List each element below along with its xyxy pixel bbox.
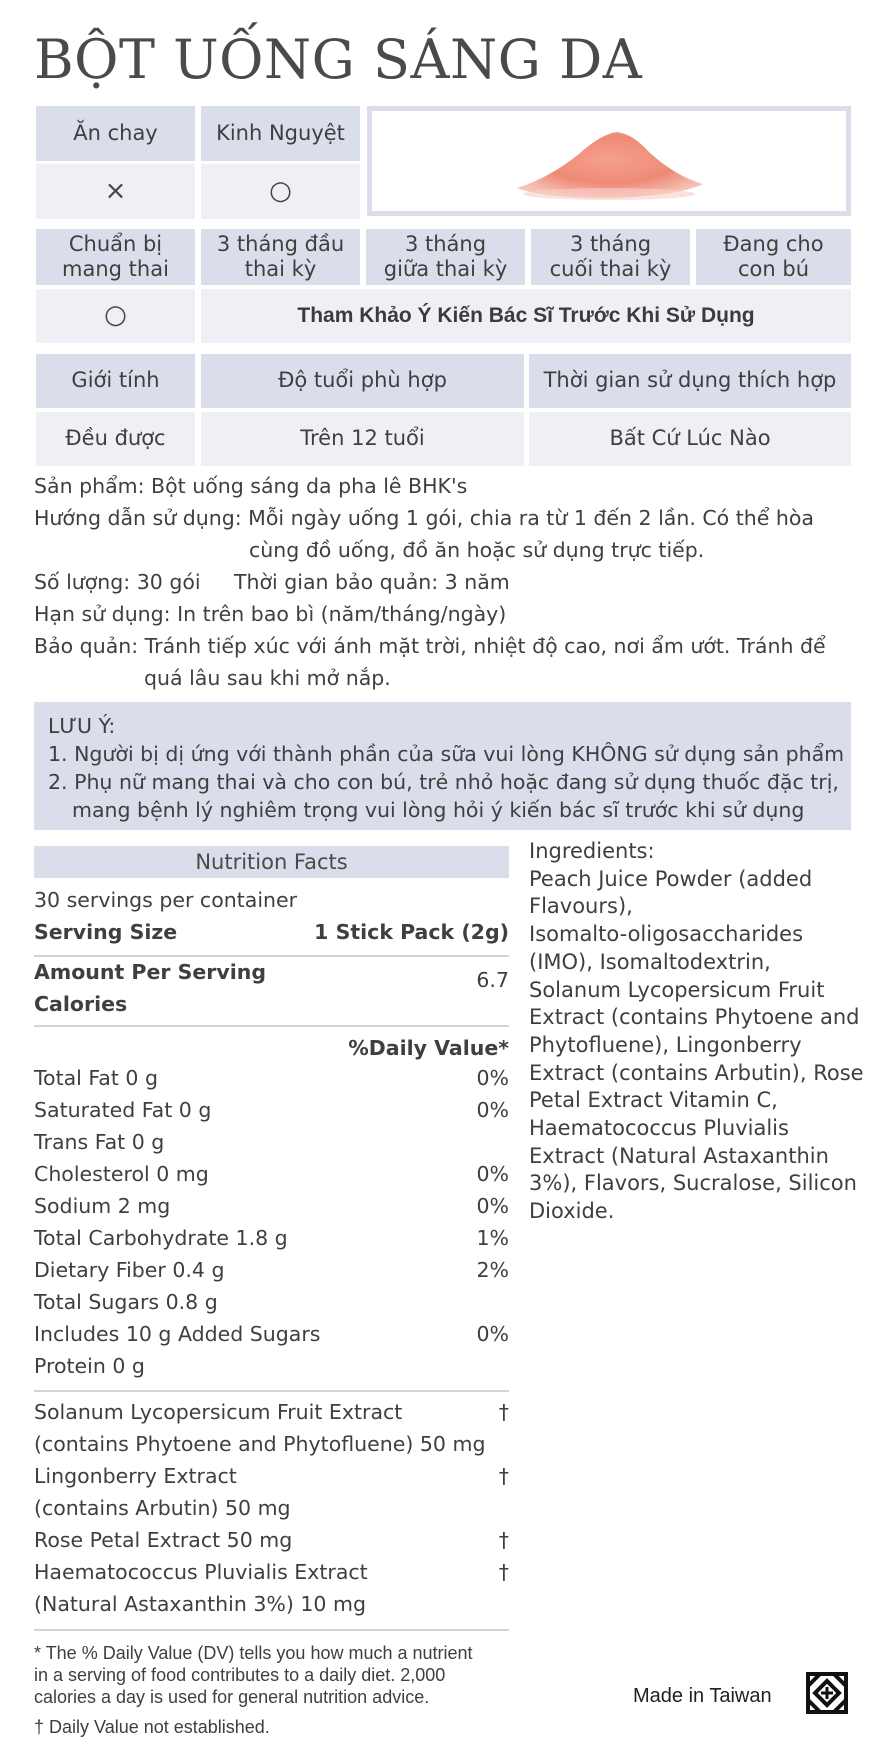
extract-row-cont: (contains Arbutin) 50 mg	[34, 1496, 291, 1520]
ingredients-line: 3%), Flavors, Sucralose, Silicon	[529, 1171, 857, 1196]
serving-size-row	[34, 920, 509, 944]
expiry: Hạn sử dụng: In trên bao bì (năm/tháng/ngày)	[34, 602, 507, 626]
consult-doctor-note: Tham Khảo Ý Kiến Bác Sĩ Trước Khi Sử Dụng	[201, 289, 851, 343]
extract-row: Solanum Lycopersicum Fruit Extract †	[34, 1400, 509, 1424]
daily-value-header: %Daily Value*	[348, 1036, 509, 1060]
ingredients-line: (IMO), Isomaltodextrin,	[529, 949, 771, 974]
extract-row-cont: (Natural Astaxanthin 3%) 10 mg	[34, 1592, 366, 1616]
third-trimester-header: 3 tháng cuối thai kỳ	[531, 229, 690, 285]
ingredients-line: Solanum Lycopersicum Fruit	[529, 977, 825, 1002]
ingredients-list	[529, 838, 864, 1226]
calories-row	[34, 992, 509, 1016]
nutrient-row: Total Carbohydrate 1.8 g 1%	[34, 1226, 509, 1250]
shelf-life: Thời gian bảo quản: 3 năm	[234, 570, 510, 594]
ingredients-line: Phytofluene), Lingonberry	[529, 1032, 802, 1057]
page-title: BỘT UỐNG SÁNG DA	[34, 28, 643, 91]
quantity: Số lượng: 30 gói	[34, 570, 201, 594]
nutrient-row: Total Sugars 0.8 g	[34, 1290, 218, 1314]
extract-row: Rose Petal Extract 50 mg †	[34, 1528, 509, 1552]
usage-instructions-cont: cùng đồ uống, đồ ăn hoặc sử dụng trực tiếp.	[249, 538, 705, 562]
nutrient-row: Trans Fat 0 g	[34, 1130, 165, 1154]
ingredients-line: Extract (Natural Astaxanthin	[529, 1143, 829, 1168]
nutrient-row: Protein 0 g	[34, 1354, 145, 1378]
servings-per-container: 30 servings per container	[34, 888, 298, 912]
first-trimester-header: 3 tháng đầu thai kỳ	[201, 229, 360, 285]
second-trimester-header: 3 tháng giữa thai kỳ	[366, 229, 525, 285]
ingredients-line: Flavours),	[529, 894, 633, 919]
ingredients-line: Extract (contains Arbutin), Rose	[529, 1060, 864, 1085]
extract-row: Lingonberry Extract †	[34, 1464, 509, 1488]
dagger-mark: †	[498, 1400, 509, 1424]
serving-size-label: Serving Size	[34, 920, 178, 944]
serving-size-value: 1 Stick Pack (2g)	[314, 920, 509, 944]
nutrient-row: Includes 10 g Added Sugars 0%	[34, 1322, 509, 1346]
powder-pile-image	[509, 118, 709, 204]
usage-instructions: Hướng dẫn sử dụng: Mỗi ngày uống 1 gói, chia ra từ 1 đến 2 lần. Có thể hòa	[34, 506, 814, 530]
note-2: 2. Phụ nữ mang thai và cho con bú, trẻ nhỏ hoặc đang sử dụng thuốc đặc trị,	[48, 770, 839, 794]
storage-cont: quá lâu sau khi mở nắp.	[144, 666, 391, 690]
recycle-logo-icon	[806, 1672, 848, 1714]
ingredients-line: Haematococcus Pluvialis	[529, 1116, 789, 1141]
divider	[34, 1629, 509, 1631]
pregnancy-prep-value: ○	[36, 289, 195, 343]
extract-row-cont: (contains Phytoene and Phytofluene) 50 mg	[34, 1432, 486, 1456]
age-label: Độ tuổi phù hợp	[201, 354, 524, 408]
nutrient-row: Total Fat 0 g 0%	[34, 1066, 509, 1090]
amount-per-serving-label: Amount Per Serving	[34, 960, 267, 984]
nutrition-facts-header: Nutrition Facts	[34, 846, 509, 878]
period-label: Kinh Nguyệt	[201, 106, 360, 161]
dagger-mark: †	[498, 1464, 509, 1488]
dagger-mark: †	[498, 1528, 509, 1552]
ingredients-heading: Ingredients:	[529, 839, 655, 863]
calories-label: Calories	[34, 992, 128, 1016]
nutrient-row: Saturated Fat 0 g 0%	[34, 1098, 509, 1122]
pregnancy-prep-header: Chuẩn bị mang thai	[36, 229, 195, 285]
dagger-mark: †	[498, 1560, 509, 1584]
dagger-footnote: † Daily Value not established.	[34, 1717, 270, 1737]
ingredients-line: Petal Extract Vitamin C,	[529, 1088, 778, 1113]
warning-notes	[34, 702, 851, 830]
ingredients-line: Dioxide.	[529, 1199, 615, 1224]
daily-value-footnote: * The % Daily Value (DV) tells you how much a nutrient in a serving of food contributes to a daily diet. 2,000 calories a day is used for general nutrition advice.	[34, 1643, 473, 1707]
made-in-taiwan: Made in Taiwan	[633, 1685, 772, 1707]
gender-label: Giới tính	[36, 354, 195, 408]
product-image	[367, 106, 851, 216]
breastfeeding-header: Đang cho con bú	[696, 229, 851, 285]
calories-value: 6.7	[476, 968, 509, 992]
notes-heading: LƯU Ý:	[48, 714, 116, 738]
divider	[34, 955, 509, 957]
nutrient-row: Dietary Fiber 0.4 g 2%	[34, 1258, 509, 1282]
product-name: Sản phẩm: Bột uống sáng da pha lê BHK's	[34, 474, 468, 498]
usage-time-value: Bất Cứ Lúc Nào	[529, 412, 851, 466]
period-value: ○	[201, 164, 360, 219]
calories-value-row	[34, 968, 509, 992]
gender-value: Đều được	[36, 412, 195, 466]
vegetarian-value: ×	[36, 164, 195, 219]
ingredients-line: Isomalto-oligosaccharides	[529, 922, 804, 947]
extract-row: Haematococcus Pluvialis Extract †	[34, 1560, 509, 1584]
note-1: 1. Người bị dị ứng với thành phần của sữa vui lòng KHÔNG sử dụng sản phẩm	[48, 742, 845, 766]
ingredients-line: Extract (contains Phytoene and	[529, 1005, 860, 1030]
nutrient-row: Sodium 2 mg 0%	[34, 1194, 509, 1218]
age-value: Trên 12 tuổi	[201, 412, 524, 466]
vegetarian-label: Ăn chay	[36, 106, 195, 161]
divider	[34, 1390, 509, 1392]
ingredients-line: Peach Juice Powder (added	[529, 866, 813, 891]
note-2-cont: mang bệnh lý nghiêm trọng vui lòng hỏi ý kiến bác sĩ trước khi sử dụng	[72, 798, 805, 822]
nutrient-row: Cholesterol 0 mg 0%	[34, 1162, 509, 1186]
storage: Bảo quản: Tránh tiếp xúc với ánh mặt trời, nhiệt độ cao, nơi ẩm ướt. Tránh để	[34, 634, 826, 658]
usage-time-label: Thời gian sử dụng thích hợp	[529, 354, 851, 408]
divider	[34, 1025, 509, 1027]
